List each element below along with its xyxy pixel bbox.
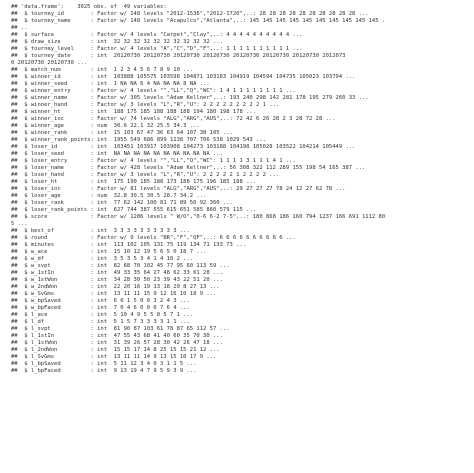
output-line: ## $ loser_ht : int 175 190 185 188 173 188 175 196 185 188 ... [11,179,257,185]
output-line: ## $ winner_name : Factor w/ 305 levels "Adam Kellner",..: 193 240 298 142 281 178 195 279 260 33 ... [11,95,369,101]
output-line: ## $ winner_seed : int 1 NA NA 6 4 NA NA NA 8 NA ... [11,81,210,87]
output-line: ## $ l_1stWon : int 31 39 26 57 28 30 42 26 47 18 ... [11,340,223,346]
output-line: ## $ winner_age : num 30.6 22.1 32 25.5 34.3 ... [11,123,200,129]
output-line: ## $ winner_rank_points: int 1955 549 686 899 1138 707 706 538 1029 543 ... [11,137,266,143]
output-line: ## $ l_ace : int 5 10 4 9 5 5 8 5 7 1 ... [11,312,194,318]
output-line: 5 ... [11,221,28,227]
output-line: ## $ w_svpt : int 82 68 70 102 45 77 95 60 113 59 ... [11,263,230,269]
output-line: ## $ loser_seed : int NA NA NA NA NA NA NA NA NA NA ... [11,151,223,157]
output-line: 0 20120730 20120730 ... [11,60,88,66]
output-line: ## $ l_2ndWon : int 15 15 17 14 8 25 15 15 21 12 ... [11,347,220,353]
output-line: ## $ minutes : int 113 102 105 131 75 119 134 71 133 73 ... [11,242,247,248]
output-line: ## $ winner_rank : int 15 103 67 47 36 63 64 107 38 105 ... [11,130,233,136]
output-line: ## 'data.frame': 3025 obs. of 49 variables: [11,4,167,10]
output-line: ## $ w_1stIn : int 49 33 35 64 27 48 62 33 61 28 ... [11,270,223,276]
output-line: ## $ score : Factor w/ 1286 levels " W/O","0-6 6-2 7-5",..: 180 868 186 160 794 1237 166 691 1112 80 [11,214,386,220]
output-line: ## .. [11,25,28,31]
output-line: ## $ winner_entry : Factor w/ 4 levels "","LL","Q","WC": 1 4 1 1 1 1 1 1 1 1 ... [11,88,296,94]
output-line: ## $ w_df : int 3 5 3 5 3 4 1 4 10 2 ... [11,256,194,262]
output-line: ## $ loser_age : num 32.8 30.5 30.5 28.7 34.2 ... [11,193,207,199]
output-line: ## $ draw_size : int 32 32 32 32 32 32 32 32 32 32 ... [11,39,223,45]
output-line: ## $ loser_rank_points : int 627 744 387 555 615 651 585 860 579 115 ... [11,207,257,213]
output-line: ## $ w_SvGms : int 13 11 11 15 9 12 16 10 18 9 ... [11,291,217,297]
output-line: ## $ tourney_name : Factor w/ 148 levels "Acapulco","Atlanta",..: 145 145 145 145 145 145 145 145 145 145 . [11,18,386,24]
output-line: ## $ winner_ht : int 188 175 185 188 188 188 194 180 198 178 ... [11,109,257,115]
output-line: ## $ loser_rank : int 77 62 142 100 81 71 89 50 92 360 ... [11,200,233,206]
output-line: ## $ loser_id : int 103451 103917 103908 104273 103188 104198 105028 103522 104214 105449 ... [11,144,356,150]
output-line: ## $ loser_name : Factor w/ 428 levels "Adam Kellner",..: 56 308 322 112 289 155 198 54 165 387 ... [11,165,366,171]
output-line: ## $ l_1stIn : int 47 55 43 68 41 40 60 35 70 30 ... [11,333,223,339]
output-line: ## $ tourney_level : Factor w/ 4 levels "A","C","D","F",..: 1 1 1 1 1 1 1 1 1 1 ... [11,46,303,52]
output-line: ## $ l_df : int 5 1 5 7 3 3 3 3 1 1 ... [11,319,190,325]
output-line: ## $ loser_entry : Factor w/ 4 levels "","LL","Q","WC": 1 1 1 1 3 1 1 1 4 1 ... [11,158,296,164]
output-line: ## $ match_num : int 1 2 3 4 5 6 7 8 9 10 ... [11,67,194,73]
output-line: ## $ winner_id : int 103888 105575 103598 104871 103163 104919 104594 104735 105023 103794 ... [11,74,356,80]
output-line: ## $ loser_ioc : Factor w/ 81 levels "ALG","ARG","AUS",..: 29 27 27 27 78 24 12 27 62 78 ... [11,186,346,192]
output-line: ## $ best_of : int 3 3 3 3 3 3 3 3 3 3 ... [11,228,190,234]
output-line: ## $ w_bpFaced : int 7 0 4 6 0 0 6 7 6 4 ... [11,305,190,311]
output-line: ## $ winner_hand : Factor w/ 3 levels "L","R","U": 2 2 2 2 2 2 2 2 2 1 ... [11,102,280,108]
output-line: ## $ l_bpSaved : int 5 11 12 3 4 0 3 1 1 5 ... [11,361,197,367]
output-line: ## $ l_SvGms : int 13 11 11 14 9 13 15 10 17 9 ... [11,354,217,360]
output-line: ## $ l_svpt : int 81 90 87 103 61 78 87 65 112 57 ... [11,326,230,332]
output-line: ## $ w_bpSaved : int 6 0 1 5 0 0 3 2 4 3 ... [11,298,190,304]
output-line: ## $ tourney_date : int 20120730 20120730 20120730 20120730 20120730 20120730 20120730 2012073 [11,53,346,59]
output-line: ## $ round : Factor w/ 9 levels "BR","F","QF",..: 6 6 6 6 6 6 6 6 6 6 ... [11,235,296,241]
output-line: ## $ w_ace : int 15 10 12 19 5 6 5 0 18 7 ... [11,249,207,255]
output-line: ## $ tourney_id : Factor w/ 148 levels "2012-1536","2012-1720",..: 28 28 28 28 28 28 28 28 28 28 ... [11,11,369,17]
output-line: ## $ winner_ioc : Factor w/ 74 levels "ALG","ARG","AUS",..: 72 42 6 26 28 2 3 28 72 28 ... [11,116,336,122]
output-line: ## $ w_2ndWon : int 22 20 16 19 13 18 20 8 27 13 ... [11,284,220,290]
output-line: ## $ surface : Factor w/ 4 levels "Carpet","Clay",..: 4 4 4 4 4 4 4 4 4 4 ... [11,32,303,38]
r-console-output [11,4,466,375]
output-line: ## $ loser_hand : Factor w/ 3 levels "L","R","U": 2 2 2 2 2 1 2 2 2 2 ... [11,172,280,178]
output-line: ## $ w_1stWon : int 34 28 30 50 23 39 43 22 51 20 ... [11,277,223,283]
output-line: ## $ l_bpFaced : int 9 13 19 4 7 9 5 9 3 9 ... [11,368,197,374]
